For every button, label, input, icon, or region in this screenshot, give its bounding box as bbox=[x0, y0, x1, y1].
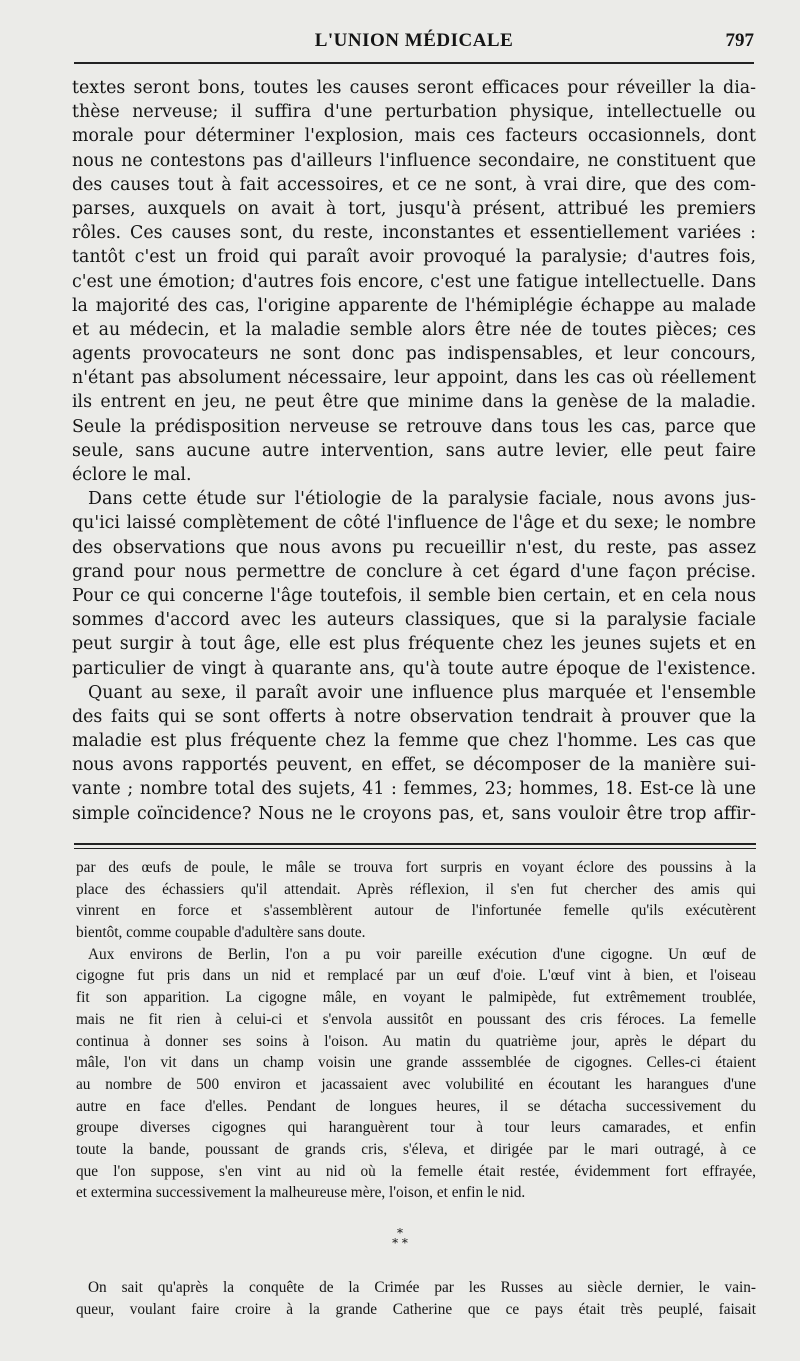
text-line: nous ne contestons pas d'ailleurs l'influence secondaire, ne constituent que bbox=[72, 150, 756, 171]
footnote-line: autre en face d'elles. Pendant de longues heures, il se détacha successivement du bbox=[76, 1097, 756, 1115]
text-line: sommes d'accord avec les auteurs classiques, que si la paralysie faciale bbox=[72, 610, 756, 631]
footnote-line: fit son apparition. La cigogne mâle, en voyant le palmipède, fut extrêmement troublée, bbox=[76, 989, 756, 1007]
text-line: ils entrent en jeu, ne peut être que minime dans la genèse de la maladie. bbox=[72, 392, 756, 413]
text-line: textes seront bons, toutes les causes seront efficaces pour réveiller la dia- bbox=[72, 78, 756, 98]
footnote-line: au nombre de 500 environ et jacassaient avec volubilité en écoutant les harangues d'une bbox=[76, 1075, 756, 1093]
text-line: seule, sans aucune autre intervention, sans autre levier, elle peut faire bbox=[72, 440, 756, 461]
footnote-line: queur, voulant faire croire à la grande Catherine que ce pays était très peuplé, faisait bbox=[76, 1300, 756, 1318]
text-line: des causes tout à fait accessoires, et ce ne sont, à vrai dire, que des com- bbox=[72, 174, 756, 195]
footnote-line: mais ne fit rien à celui-ci et s'envola aussitôt en poussant des cris féroces. La femelle bbox=[76, 1010, 756, 1028]
text-line: c'est une émotion; d'autres fois encore, c'est une fatigue intellectuelle. Dans bbox=[72, 271, 756, 292]
footnotes bbox=[76, 857, 756, 1204]
text-line: Quant au sexe, il paraît avoir une influence plus marquée et l'ensemble bbox=[88, 682, 756, 703]
footnote-line: que l'on suppose, s'en vint au nid où la femelle était restée, évidemment fort effrayée, bbox=[76, 1162, 756, 1180]
asterism-top: * bbox=[397, 1226, 403, 1240]
text-line: grand pour nous permettre de conclure à cet égard d'une façon précise. bbox=[72, 561, 756, 582]
text-line: parses, auxquels on avait à tort, jusqu'à présent, attribué les premiers bbox=[72, 198, 756, 219]
footnote-separator bbox=[74, 843, 756, 849]
running-title: L'UNION MÉDICALE bbox=[314, 30, 514, 51]
text-line: peut surgir à tout âge, elle est plus fréquente chez les jeunes sujets et en bbox=[72, 634, 756, 655]
header-rule bbox=[74, 62, 754, 64]
footnote-line: groupe diverses cigognes qui haranguèrent tour à tour leurs camarades, et enfin bbox=[76, 1119, 756, 1137]
text-line: particulier de vingt à quarante ans, qu'à toute autre époque de l'existence. bbox=[72, 658, 756, 679]
footnote-line: place des échassiers qu'il attendait. Après réflexion, il s'en fut chercher des amis qui bbox=[76, 880, 756, 898]
page-number: 797 bbox=[725, 30, 754, 51]
text-line: des observations que nous avons pu recueillir n'est, du reste, pas assez bbox=[72, 537, 756, 558]
text-line: des faits qui se sont offerts à notre observation tendrait à prouver que la bbox=[72, 706, 756, 727]
footnote-line: vinrent en force et s'assemblèrent autour de l'infortunée femelle qu'ils exécutèrent bbox=[76, 902, 756, 920]
text-line: simple coïncidence? Nous ne le croyons pas, et, sans vouloir être trop affir- bbox=[72, 803, 756, 824]
footnote-line: On sait qu'après la conquête de la Crimée par les Russes au siècle dernier, le vain- bbox=[88, 1279, 756, 1296]
footnote-line: par des œufs de poule, le mâle se trouva fort surpris en voyant éclore des poussins à la bbox=[76, 859, 756, 876]
text-line: morale pour déterminer l'explosion, mais ces facteurs occasionnels, dont bbox=[72, 126, 756, 147]
footnote-line: mâle, l'on vit dans un champ voisin une grande asssemblée de cigognes. Celles-ci étaient bbox=[76, 1054, 756, 1072]
footnote-line: toute la bande, poussant de grands cris, s'éleva, et dirigée par le mari outragé, à ce bbox=[76, 1140, 756, 1158]
footnote-line: Aux environs de Berlin, l'on a pu voir pareille exécution d'une cigogne. Un œuf de bbox=[88, 945, 756, 963]
asterism-bottom: * * bbox=[392, 1236, 408, 1250]
text-line: Pour ce qui concerne l'âge toutefois, il semble bien certain, et en cela nous bbox=[72, 585, 756, 606]
text-line: Seule la prédisposition nerveuse se retrouve dans tous les cas, parce que bbox=[72, 416, 756, 437]
footnote-line: et extermina successivement la malheureuse mère, l'oison, et enfin le nid. bbox=[76, 1184, 526, 1202]
text-line: agents provocateurs ne sont donc pas indispensables, et leur concours, bbox=[72, 344, 756, 365]
text-line: éclore le mal. bbox=[72, 465, 192, 485]
text-line: Dans cette étude sur l'étiologie de la paralysie faciale, nous avons jus- bbox=[88, 489, 756, 510]
text-line: n'étant pas absolument nécessaire, leur appoint, dans les cas où réellement bbox=[72, 368, 756, 389]
footnotes-continued bbox=[76, 1277, 756, 1320]
main-text bbox=[72, 76, 756, 826]
text-line: rôles. Ces causes sont, du reste, inconstantes et essentiellement variées : bbox=[72, 223, 756, 244]
footnote-line: cigogne fut pris dans un nid et remplacé par un œuf d'oie. L'œuf vint à bien, et l'oiseau bbox=[76, 967, 756, 985]
text-line: qu'ici laissé complètement de côté l'influence de l'âge et du sexe; le nombre bbox=[72, 513, 756, 534]
page-header bbox=[74, 30, 754, 58]
text-line: tantôt c'est un froid qui paraît avoir provoqué la paralysie; d'autres fois, bbox=[72, 247, 756, 268]
asterism bbox=[0, 1228, 800, 1248]
text-line: nous avons rapportés peuvent, en effet, se décomposer de la manière sui- bbox=[72, 755, 756, 776]
text-line: vante ; nombre total des sujets, 41 : femmes, 23; hommes, 18. Est-ce là une bbox=[72, 779, 756, 800]
text-line: maladie est plus fréquente chez la femme que chez l'homme. Les cas que bbox=[72, 731, 756, 752]
text-line: la majorité des cas, l'origine apparente de l'hémiplégie échappe au malade bbox=[72, 295, 756, 316]
footnote-line: bientôt, comme coupable d'adultère sans doute. bbox=[76, 924, 366, 942]
footnote-line: continua à donner ses soins à l'oison. Au matin du quatrième jour, après le départ du bbox=[76, 1032, 756, 1050]
text-line: et au médecin, et la maladie semble alors être née de toutes pièces; ces bbox=[72, 319, 756, 340]
text-line: thèse nerveuse; il suffira d'une perturbation physique, intellectuelle ou bbox=[72, 102, 756, 123]
